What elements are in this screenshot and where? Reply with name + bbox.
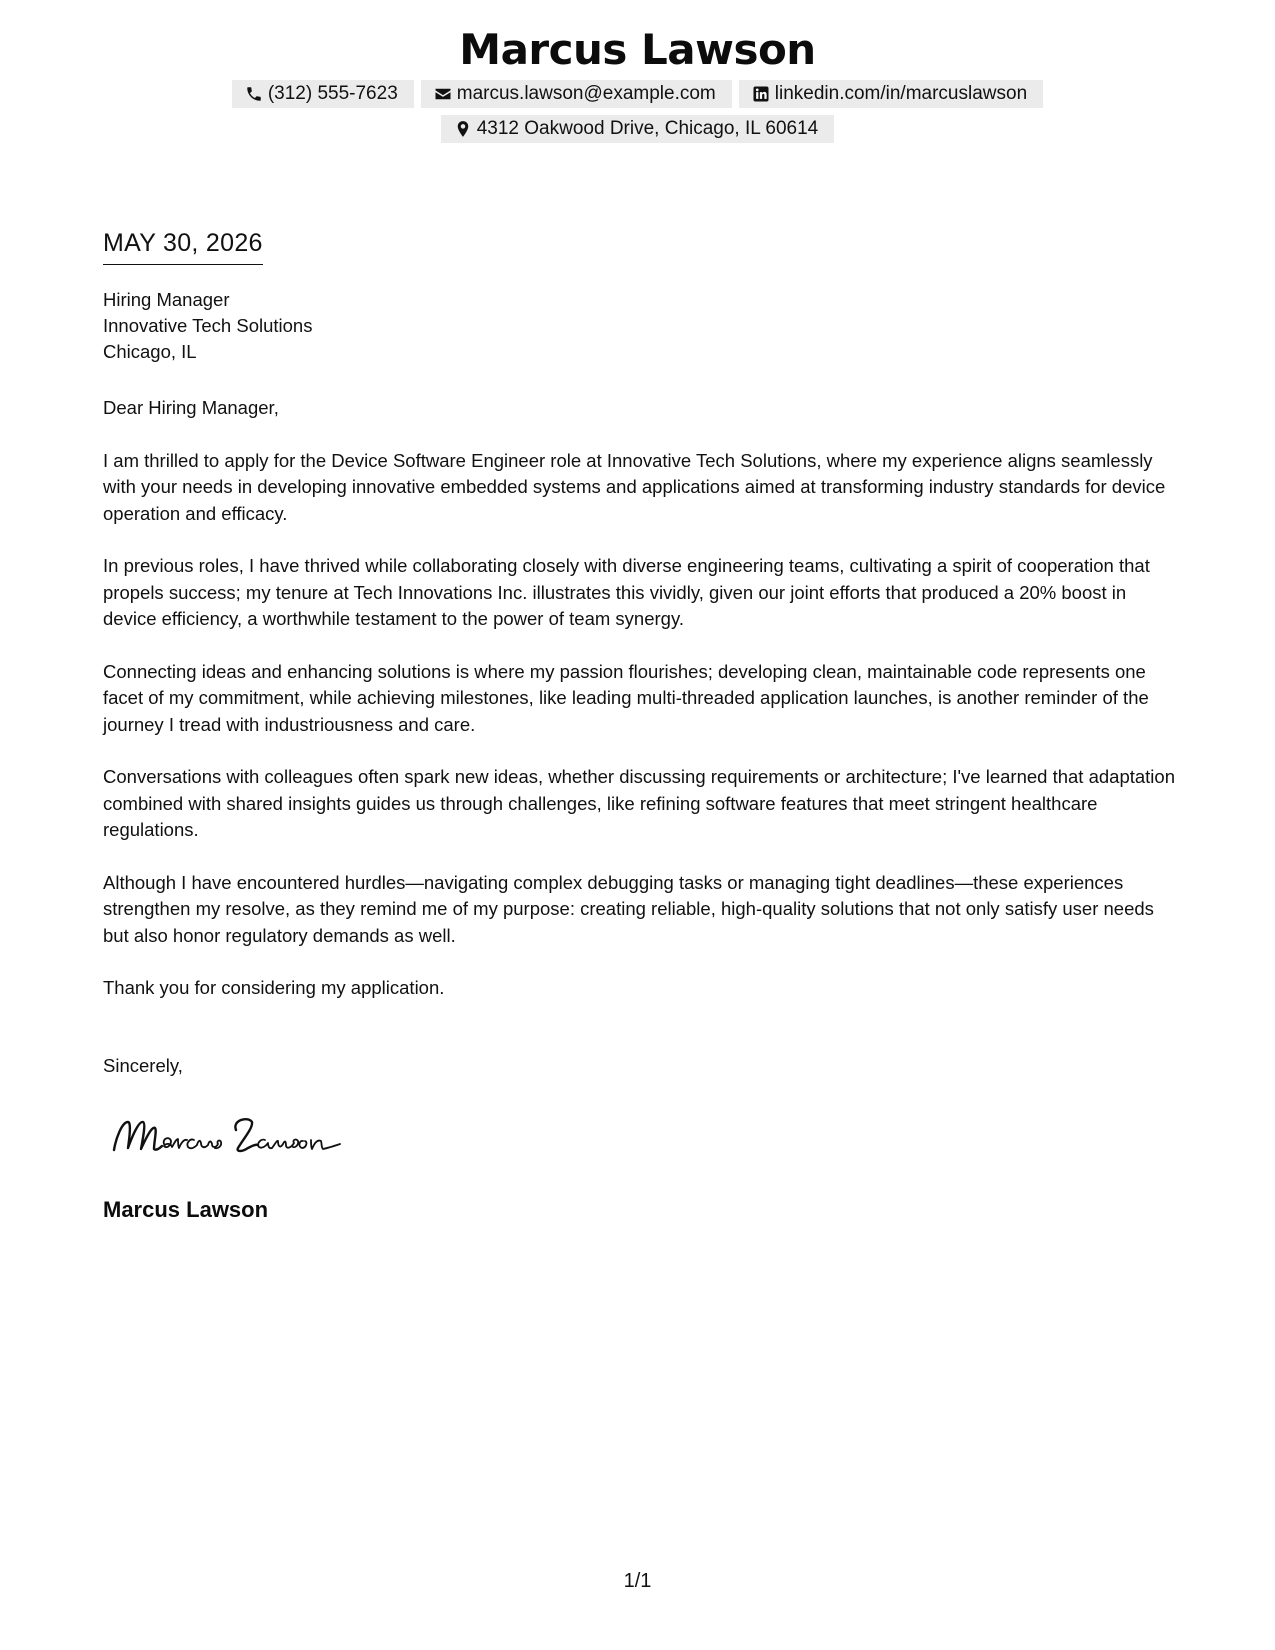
contact-row-secondary <box>0 115 1275 143</box>
letter-header <box>0 22 1275 143</box>
contact-linkedin <box>739 80 1043 108</box>
signer-name: Marcus Lawson <box>103 1197 269 1222</box>
thank-you-line: Thank you for considering my application. <box>103 977 445 998</box>
paragraph: Connecting ideas and enhancing solutions is where my passion flourishes; developing clean, maintainable code represents one facet of my commitment, while achieving milestones, like leading multi-threaded application launches, is another reminder of the journey I tread with industriousness and care. <box>103 660 1149 735</box>
letter-body <box>103 395 1183 1028</box>
linkedin-icon <box>752 85 770 103</box>
salutation: Dear Hiring Manager, <box>103 397 279 418</box>
contact-address <box>441 115 835 143</box>
paragraph: In previous roles, I have thrived while collaborating closely with diverse engineering teams, cultivating a spirit of cooperation that propels success; my tenure at Tech Innovations Inc. illustrates this vividly, given our joint efforts that produced a 20% boost in device efficiency, a worthwhile testament to the power of team synergy. <box>103 555 1150 629</box>
recipient-title: Hiring Manager <box>103 289 230 310</box>
map-pin-icon <box>454 120 472 138</box>
contact-phone <box>232 80 414 108</box>
phone-text: (312) 555-7623 <box>267 83 398 104</box>
paragraph: Although I have encountered hurdles—navigating complex debugging tasks or managing tight deadlines—these experiences strengthen my resolve, as they remind me of my purpose: creating reliable, high-quality solutions that not only satisfy user needs but also honor regulatory demands as well. <box>103 871 1154 946</box>
envelope-icon <box>434 85 452 103</box>
address-text: 4312 Oakwood Drive, Chicago, IL 60614 <box>476 118 819 139</box>
contact-row-primary <box>0 80 1275 108</box>
paragraph: I am thrilled to apply for the Device Software Engineer role at Innovative Tech Solutions, where my experience aligns seamlessly with your needs in developing innovative embedded systems and applications aimed at transforming industry standards for device operation and efficacy. <box>103 449 1166 524</box>
recipient-company: Innovative Tech Solutions <box>103 315 313 336</box>
closing-line: Sincerely, <box>103 1055 183 1076</box>
email-text: marcus.lawson@example.com <box>456 83 716 104</box>
sender-name: Marcus Lawson <box>459 25 816 74</box>
contact-email <box>421 80 732 108</box>
handwritten-signature <box>108 1108 358 1166</box>
paragraph: Conversations with colleagues often spark new ideas, whether discussing requirements or architecture; I've learned that adaptation combined with shared insights guides us through challenges, like refining software features that meet stringent healthcare regulations. <box>103 766 1175 840</box>
recipient-location: Chicago, IL <box>103 341 197 362</box>
linkedin-text: linkedin.com/in/marcuslawson <box>774 83 1028 104</box>
phone-icon <box>245 85 263 103</box>
letter-date: MAY 30, 2026 <box>103 228 263 265</box>
page-number: 1/1 <box>623 1570 652 1592</box>
recipient-block <box>103 287 312 365</box>
